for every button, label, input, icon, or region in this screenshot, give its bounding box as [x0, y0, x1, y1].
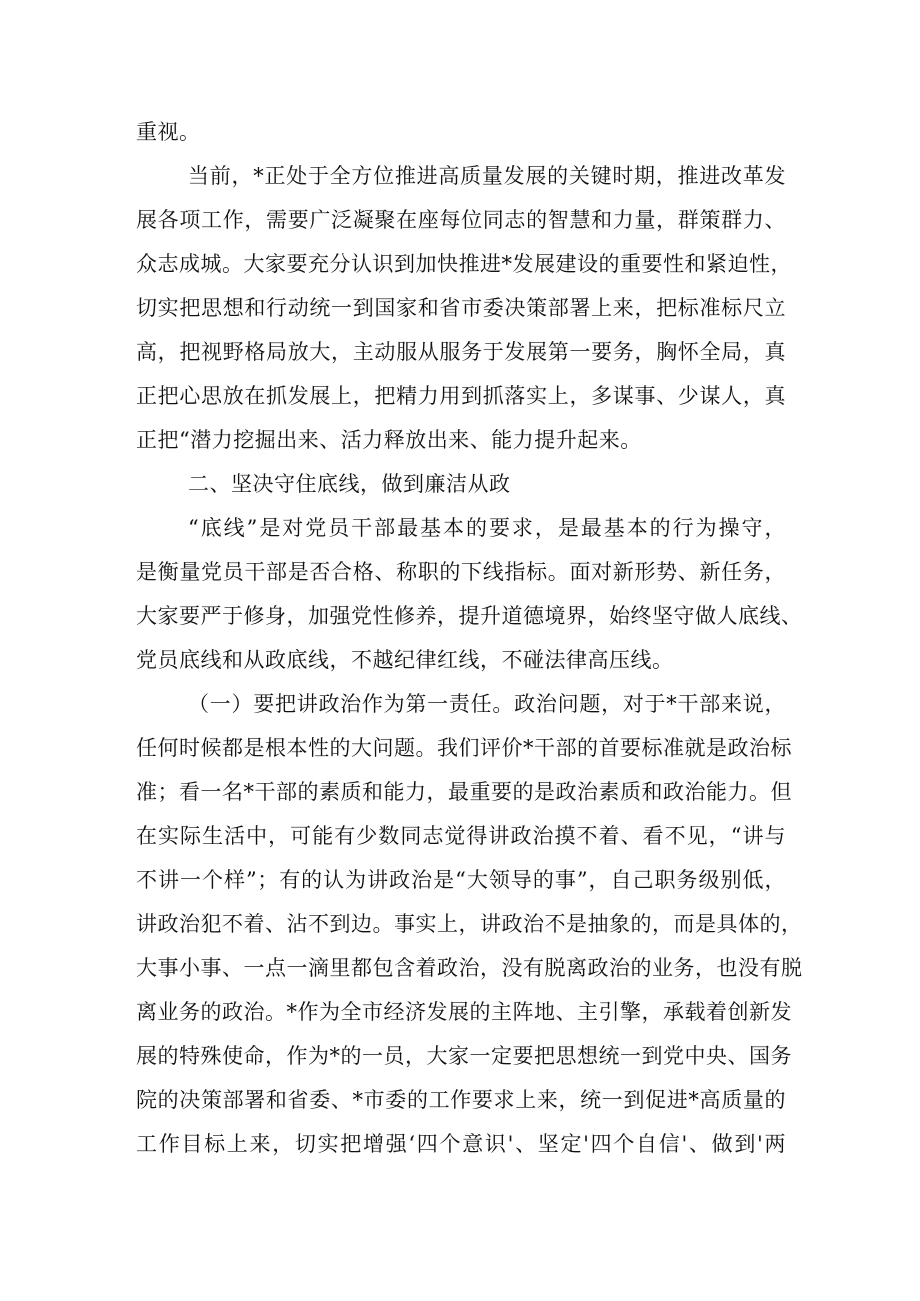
text-line-6: 高，把视野格局放大，主动服从服务于发展第一要务，胸怀全局，真 — [136, 340, 786, 364]
text-line-4: 众志成城。大家要充分认识到加快推进*发展建设的重要性和紧迫性， — [136, 252, 792, 276]
text-line-16: 准；看一名*干部的素质和能力，最重要的是政治素质和政治能力。但 — [136, 780, 792, 804]
text-line-12: 大家要严于修身，加强党性修养，提升道德境界，始终坚守做人底线、 — [136, 604, 803, 628]
text-line-7: 正把心思放在抓发展上，把精力用到抓落实上，多谋事、少谋人，真 — [136, 384, 786, 408]
text-line-2: 当前，*正处于全方位推进高质量发展的关键时期，推进改革发 — [188, 164, 786, 188]
text-line-21: 离业务的政治。*作为全市经济发展的主阵地、主引擎，承载着创新发 — [136, 1000, 792, 1024]
text-line-17: 在实际生活中，可能有少数同志觉得讲政治摸不着、看不见，“讲与 — [136, 824, 786, 848]
text-line-24: 工作目标上来，切实把增强‘四个意识'、坚定'四个自信'、做到'两 — [136, 1132, 786, 1156]
text-line-1: 重视。 — [136, 120, 201, 144]
text-line-3: 展各项工作，需要广泛凝聚在座每位同志的智慧和力量，群策群力、 — [136, 208, 786, 232]
section-heading: 二、坚决守住底线，做到廉洁从政 — [188, 472, 511, 496]
text-line-20: 大事小事、一点一滴里都包含着政治，没有脱离政治的业务，也没有脱 — [136, 956, 803, 980]
text-line-15: 任何时候都是根本性的大问题。我们评价*干部的首要标准就是政治标 — [136, 736, 792, 760]
text-line-18: 不讲一个样”；有的认为讲政治是“大领导的事”，自己职务级别低， — [136, 868, 786, 892]
text-line-19: 讲政治犯不着、沾不到边。事实上，讲政治不是抽象的，而是具体的， — [136, 912, 803, 936]
text-line-23: 院的决策部署和省委、*市委的工作要求上来，统一到促进*高质量的 — [136, 1088, 786, 1112]
text-line-22: 展的特殊使命，作为*的一员，大家一定要把思想统一到党中央、国务 — [136, 1044, 792, 1068]
text-line-10: “底线”是对党员干部最基本的要求，是最基本的行为操守， — [188, 516, 786, 540]
subsection-line-1: （一）要把讲政治作为第一责任。政治问题，对于*干部来说， — [188, 692, 786, 716]
text-line-5: 切实把思想和行动统一到国家和省市委决策部署上来，把标准标尺立 — [136, 296, 786, 320]
text-line-8: 正把“潜力挖掘出来、活力释放出来、能力提升起来。 — [136, 428, 642, 452]
text-line-11: 是衡量党员干部是否合格、称职的下线指标。面对新形势、新任务， — [136, 560, 786, 584]
text-line-13: 党员底线和从政底线，不越纪律红线，不碰法律高压线。 — [136, 648, 674, 672]
